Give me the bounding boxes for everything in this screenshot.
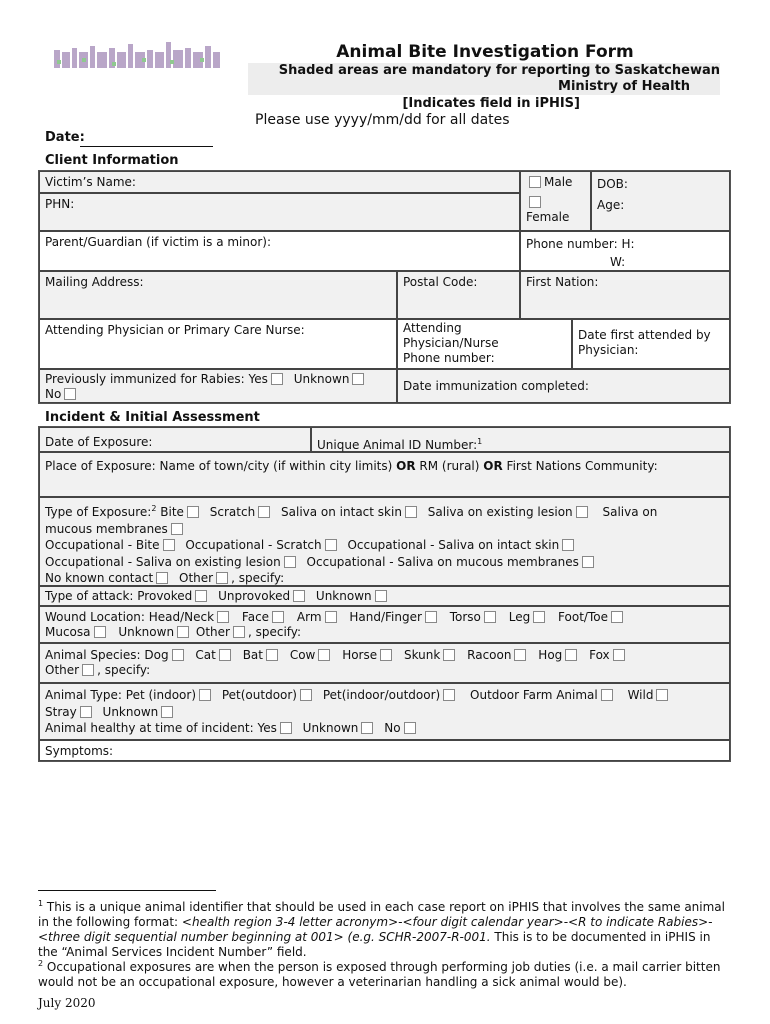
animal-type-row-1: [45, 687, 724, 704]
cow-label: Cow: [289, 648, 316, 662]
pet-indoor-checkbox[interactable]: [199, 689, 211, 701]
fox-checkbox[interactable]: [613, 649, 625, 661]
mandatory-note-line2: Ministry of Health: [558, 79, 690, 94]
species-other-label: Other: [45, 663, 80, 677]
date-immunization-field[interactable]: [397, 369, 730, 403]
immunized-yes-checkbox[interactable]: [271, 373, 283, 385]
prev-immunized-label: Previously immunized for Rabies: Yes: [45, 372, 268, 386]
leg-checkbox[interactable]: [533, 611, 545, 623]
age-label: Age:: [597, 198, 625, 212]
footnote-1-text-a: This is a unique animal identifier that should be used in each case report on iPHIS that involves the same animal in the following format:: [38, 900, 725, 929]
species-specify-label: , specify:: [97, 663, 151, 677]
attack-unknown-checkbox[interactable]: [375, 590, 387, 602]
or-label-1: OR: [396, 459, 416, 473]
dob-label: DOB:: [597, 177, 628, 191]
victim-name-field[interactable]: [39, 171, 520, 193]
racoon-label: Racoon: [467, 648, 512, 662]
no-contact-checkbox[interactable]: [156, 572, 168, 584]
mucosa-checkbox[interactable]: [94, 626, 106, 638]
healthy-no-label: No: [384, 721, 401, 735]
footnote-ref-1: 1: [477, 437, 483, 446]
date-exposure-label: Date of Exposure:: [45, 435, 153, 449]
iphis-note: [Indicates field in iPHIS]: [402, 96, 580, 111]
mucous-label: mucous membranes: [45, 521, 168, 536]
footnote-2-text: Occupational exposures are when the person is exposed through performing job duties (i.e. a mail carrier bitten would not be an occupational exposure, however a veterinarian handling a sick animal would be).: [38, 960, 721, 989]
head-neck-checkbox[interactable]: [217, 611, 229, 623]
occ-saliva-intact-label: Occupational - Saliva on intact skin: [347, 538, 560, 552]
scratch-label: Scratch: [209, 505, 256, 519]
sex-field: [520, 171, 591, 231]
pet-indoor-outdoor-label: Pet(indoor/outdoor): [322, 688, 441, 702]
stray-unknown-label: Unknown: [102, 704, 159, 719]
occ-bite-label: Occupational - Bite: [45, 538, 160, 552]
horse-checkbox[interactable]: [380, 649, 392, 661]
unprovoked-label: Unprovoked: [218, 589, 291, 603]
torso-label: Torso: [449, 610, 481, 624]
scratch-checkbox[interactable]: [258, 506, 270, 518]
or-label-2: OR: [483, 459, 503, 473]
date-immunization-label: Date immunization completed:: [403, 379, 589, 393]
exposure-other-label: Other: [179, 571, 214, 585]
guardian-field[interactable]: [39, 231, 520, 271]
mandatory-note-line1: Shaded areas are mandatory for reporting to Saskatchewan: [278, 63, 720, 78]
type-attack-label: Type of attack: Provoked: [45, 589, 193, 603]
exposure-specify-label: , specify:: [231, 571, 285, 585]
bat-label: Bat: [242, 648, 263, 662]
phone-field[interactable]: [520, 231, 730, 271]
skunk-label: Skunk: [403, 648, 441, 662]
symptoms-field[interactable]: [39, 740, 730, 761]
arm-label: Arm: [296, 610, 322, 624]
male-label: Male: [544, 175, 573, 189]
wound-other-label: Other: [195, 625, 230, 639]
type-exposure-field: [39, 497, 730, 586]
farm-animal-label: Outdoor Farm Animal: [470, 688, 598, 702]
torso-checkbox[interactable]: [484, 611, 496, 623]
hand-finger-label: Hand/Finger: [349, 610, 422, 624]
exposure-row-2: [45, 521, 724, 538]
hog-checkbox[interactable]: [565, 649, 577, 661]
footnote-1-format: <health region 3-4 letter acronym>-<four digit calendar year>-<R to indicate Rabies>-<three digit sequential number beginning at 001> (e.g. SCHR-2007-R-001.: [38, 915, 713, 944]
exposure-row-1: [45, 501, 724, 521]
healthy-unknown-checkbox[interactable]: [361, 722, 373, 734]
physician-phone-label-3: Phone number:: [403, 351, 495, 365]
hand-finger-checkbox[interactable]: [425, 611, 437, 623]
phone-work-label: W:: [610, 255, 626, 269]
immunized-unknown-label: Unknown: [293, 372, 350, 386]
pet-outdoor-checkbox[interactable]: [300, 689, 312, 701]
saliva-lesion-label: Saliva on existing lesion: [427, 505, 573, 519]
symptoms-label: Symptoms:: [45, 744, 114, 758]
phn-label: PHN:: [45, 197, 75, 211]
exposure-row-3: [45, 537, 724, 554]
guardian-label: Parent/Guardian (if victim is a minor):: [45, 235, 271, 249]
female-checkbox[interactable]: [529, 196, 541, 208]
date-first-attended-label-1: Date first attended by: [578, 328, 711, 342]
occ-saliva-mucous-label: Occupational - Saliva on mucous membranes: [306, 554, 579, 569]
type-exposure-label: Type of Exposure:: [45, 505, 152, 519]
type-attack-field: [39, 586, 730, 606]
revision-date: July 2020: [38, 996, 96, 1010]
foot-toe-checkbox[interactable]: [611, 611, 623, 623]
female-label: Female: [526, 210, 570, 224]
animal-type-label: Animal Type: Pet (indoor): [45, 688, 197, 702]
victim-name-label: Victim’s Name:: [45, 175, 136, 189]
wound-location-label: Wound Location: Head/Neck: [45, 610, 215, 624]
species-row-2: [45, 663, 724, 678]
unprovoked-checkbox[interactable]: [293, 590, 305, 602]
saliva-mucous-checkbox[interactable]: [171, 523, 183, 535]
bite-checkbox[interactable]: [187, 506, 199, 518]
arm-checkbox[interactable]: [325, 611, 337, 623]
healthy-yes-checkbox[interactable]: [280, 722, 292, 734]
saliva-intact-checkbox[interactable]: [405, 506, 417, 518]
face-checkbox[interactable]: [272, 611, 284, 623]
wild-label: Wild: [627, 688, 654, 702]
wound-other-checkbox[interactable]: [233, 626, 245, 638]
healthy-unknown-label: Unknown: [302, 721, 359, 735]
date-first-attended-field[interactable]: [572, 319, 730, 369]
postal-code-label: Postal Code:: [403, 275, 478, 289]
farm-animal-checkbox[interactable]: [601, 689, 613, 701]
occ-saliva-mucous-checkbox[interactable]: [582, 556, 594, 568]
species-row-1: [45, 648, 724, 663]
wound-location-field: [39, 606, 730, 643]
wild-checkbox[interactable]: [656, 689, 668, 701]
date-exposure-field[interactable]: [39, 427, 311, 452]
fox-label: Fox: [589, 648, 610, 662]
bite-label: Bite: [160, 505, 184, 519]
date-label: Date:: [45, 130, 85, 145]
cat-checkbox[interactable]: [219, 649, 231, 661]
rm-label: RM (rural): [415, 459, 484, 473]
physician-label: Attending Physician or Primary Care Nurse:: [45, 323, 305, 337]
saskatchewan-logo: [52, 38, 222, 74]
mailing-address-label: Mailing Address:: [45, 275, 144, 289]
pet-outdoor-label: Pet(outdoor): [221, 688, 297, 702]
cat-label: Cat: [195, 648, 216, 662]
first-nation-field[interactable]: [520, 271, 730, 319]
female-option: [526, 195, 585, 225]
wound-specify-label: , specify:: [247, 625, 302, 639]
footnote-ref-2: 2: [151, 504, 157, 513]
cow-checkbox[interactable]: [318, 649, 330, 661]
exposure-row-5: [45, 570, 724, 587]
client-info-heading: Client Information: [45, 153, 179, 168]
animal-id-label: Unique Animal ID Number:: [317, 438, 478, 452]
occ-scratch-checkbox[interactable]: [325, 539, 337, 551]
occ-saliva-intact-checkbox[interactable]: [562, 539, 574, 551]
stray-label: Stray: [45, 704, 77, 719]
immunized-no-label: No: [45, 387, 62, 401]
footnote-1-text-b: This is to be documented in iPHIS in the “Animal Services Incident Number” field.: [38, 930, 711, 959]
place-exposure-label: Place of Exposure: Name of town/city (if within city limits): [45, 459, 397, 473]
footnote-2-number: 2: [38, 959, 44, 968]
provoked-checkbox[interactable]: [195, 590, 207, 602]
foot-toe-label: Foot/Toe: [558, 610, 608, 624]
horse-label: Horse: [342, 648, 378, 662]
species-other-checkbox[interactable]: [82, 664, 94, 676]
pet-indoor-outdoor-checkbox[interactable]: [443, 689, 455, 701]
physician-phone-label-2: Physician/Nurse: [403, 336, 499, 350]
phn-field[interactable]: [39, 193, 520, 231]
place-exposure-field[interactable]: [39, 452, 730, 497]
wound-unknown-checkbox[interactable]: [177, 626, 189, 638]
saliva-lesion-checkbox[interactable]: [576, 506, 588, 518]
mailing-address-field[interactable]: [39, 271, 397, 319]
phone-home-label: Phone number: H:: [526, 237, 635, 251]
saliva-mucous-label: Saliva on: [602, 505, 658, 519]
prev-immunized-field: [39, 369, 397, 403]
date-first-attended-label-2: Physician:: [578, 343, 639, 357]
first-nation-label: First Nation:: [526, 275, 599, 289]
racoon-checkbox[interactable]: [514, 649, 526, 661]
form-title: Animal Bite Investigation Form: [336, 42, 634, 62]
incident-heading: Incident & Initial Assessment: [45, 410, 260, 425]
exposure-row-4: [45, 554, 724, 571]
exposure-other-checkbox[interactable]: [216, 572, 228, 584]
physician-phone-field[interactable]: [397, 319, 572, 369]
healthy-label: Animal healthy at time of incident: Yes: [45, 721, 277, 735]
immunized-no-checkbox[interactable]: [64, 388, 76, 400]
male-option: [526, 175, 585, 190]
footnote-1-number: 1: [38, 899, 44, 908]
date-input-line[interactable]: [80, 146, 213, 147]
occ-bite-checkbox[interactable]: [163, 539, 175, 551]
no-contact-label: No known contact: [45, 571, 154, 585]
footnote-divider: [38, 890, 216, 891]
hog-label: Hog: [538, 648, 563, 662]
dog-checkbox[interactable]: [172, 649, 184, 661]
wound-row-1: [45, 610, 724, 625]
wound-unknown-label: Unknown: [118, 625, 175, 639]
stray-unknown-checkbox[interactable]: [161, 706, 173, 718]
healthy-no-checkbox[interactable]: [404, 722, 416, 734]
species-label: Animal Species: Dog: [45, 648, 169, 662]
occ-saliva-lesion-label: Occupational - Saliva on existing lesion: [45, 554, 281, 569]
male-checkbox[interactable]: [529, 176, 541, 188]
immunized-unknown-checkbox[interactable]: [352, 373, 364, 385]
animal-type-row-2: [45, 704, 724, 721]
occ-saliva-lesion-checkbox[interactable]: [284, 556, 296, 568]
dob-age-field[interactable]: [591, 171, 730, 231]
animal-healthy-row: [45, 720, 724, 737]
leg-label: Leg: [508, 610, 531, 624]
animal-type-field: [39, 683, 730, 740]
occ-scratch-label: Occupational - Scratch: [185, 538, 322, 552]
animal-id-field[interactable]: [311, 427, 730, 452]
attack-unknown-label: Unknown: [315, 589, 372, 603]
animal-species-field: [39, 643, 730, 683]
physician-field[interactable]: [39, 319, 397, 369]
mandatory-note: [248, 63, 720, 95]
postal-code-field[interactable]: [397, 271, 520, 319]
skunk-checkbox[interactable]: [443, 649, 455, 661]
stray-checkbox[interactable]: [80, 706, 92, 718]
footnote-1: [38, 896, 728, 960]
saliva-intact-label: Saliva on intact skin: [281, 505, 402, 519]
mucosa-label: Mucosa: [45, 625, 91, 639]
wound-row-2: [45, 625, 724, 640]
physician-phone-label-1: Attending: [403, 321, 462, 335]
footnote-2: [38, 956, 728, 990]
first-nations-community-label: First Nations Community:: [502, 459, 658, 473]
face-label: Face: [241, 610, 270, 624]
bat-checkbox[interactable]: [266, 649, 278, 661]
date-format-note: Please use yyyy/mm/dd for all dates: [255, 112, 510, 128]
